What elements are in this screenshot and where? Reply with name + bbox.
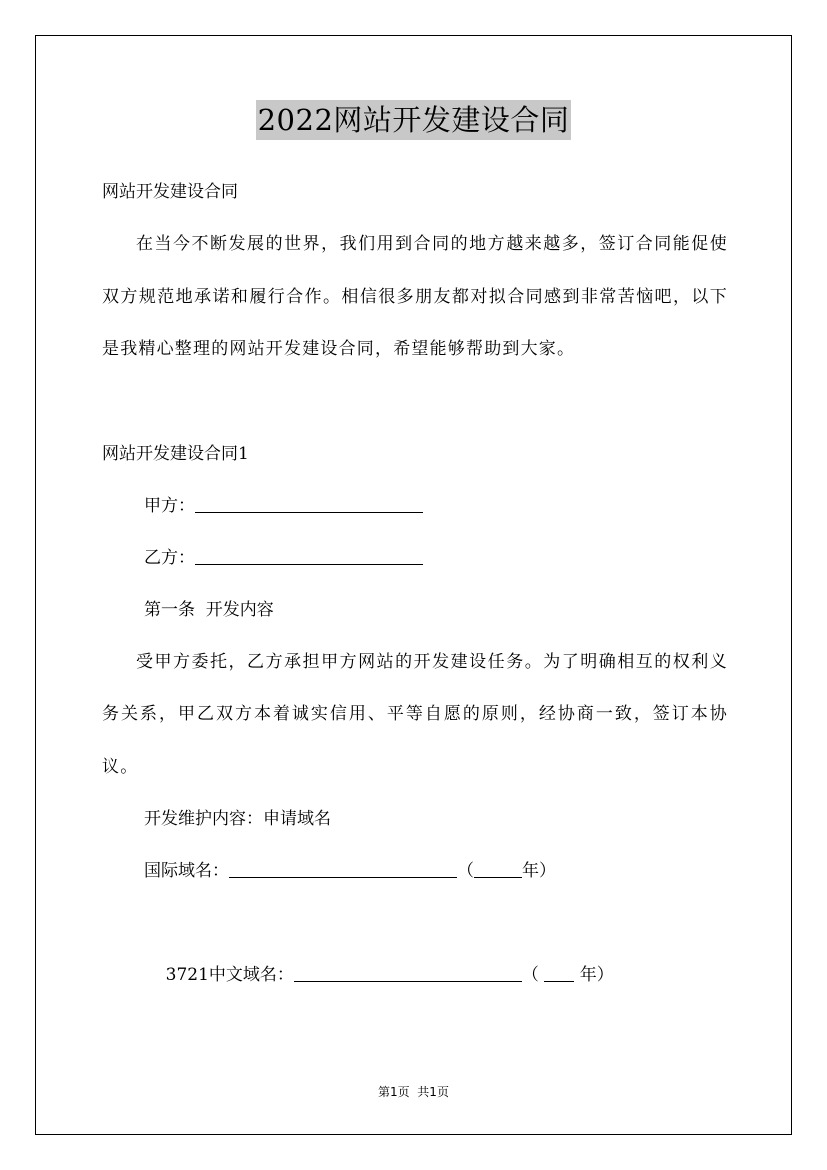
intl-domain-open: （ [457,861,474,881]
cn-domain-line [102,897,728,985]
document-title: 2022网站开发建设合同 [256,100,572,140]
cn-domain-label: 3721中文域名： [165,965,294,985]
party-b-line [102,532,728,584]
intl-domain-blank [229,859,457,878]
section-title: 网站开发建设合同1 [102,443,249,464]
page-number-footer: 第1页 共1页 [378,1085,449,1099]
maintenance-content: 开发维护内容：申请域名 [144,809,331,829]
article-1-paragraph: 受甲方委托，乙方承担甲方网站的开发建设任务。为了明确相互的权利义务关系，甲乙双方本着诚实信用、平等自愿的原则，经协商一致，签订本协议。 [102,651,728,777]
party-b-blank [195,546,423,565]
document-heading: 网站开发建设合同 [102,182,238,202]
party-b-label: 乙方： [144,547,195,568]
document-body [102,166,728,985]
intl-domain-years-blank [474,859,522,878]
spacer [102,376,728,428]
article-1-heading: 第一条 开发内容 [144,599,274,620]
party-a-blank [195,494,423,513]
title-container [0,100,827,140]
cn-domain-years-blank [544,963,574,982]
cn-domain-blank [294,963,522,982]
cn-domain-open: （ [521,965,545,985]
party-a-line [102,480,728,532]
intl-domain-line [102,845,728,897]
intro-paragraph: 在当今不断发展的世界，我们用到合同的地方越来越多，签订合同能促使双方规范地承诺和履行合作。相信很多朋友都对拟合同感到非常苦恼吧，以下是我精心整理的网站开发建设合同，希望能够帮助到大家。 [102,234,728,359]
intl-domain-label: 国际域名： [144,861,229,881]
cn-domain-close: 年） [574,965,614,985]
party-a-label: 甲方： [144,495,195,516]
intl-domain-close: 年） [522,861,556,881]
